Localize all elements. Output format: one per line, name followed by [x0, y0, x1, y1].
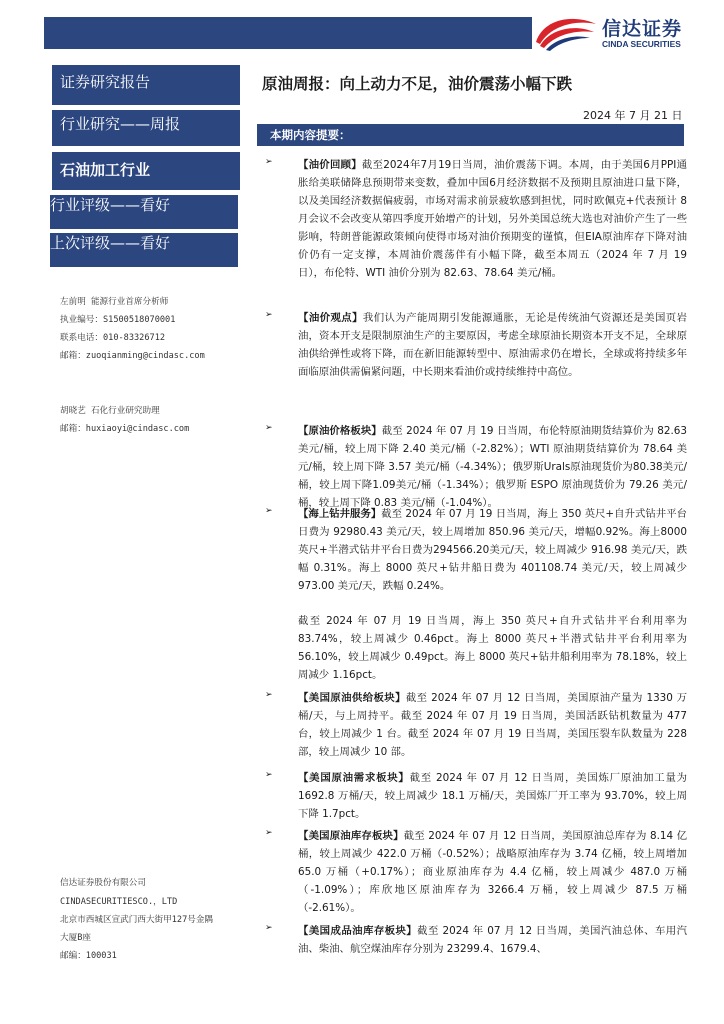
- bullet-arrow-icon: ➢: [265, 506, 273, 516]
- company-name-en: CINDASECURITIESCO.，LTD: [60, 897, 178, 907]
- paragraph-text: 截至 2024 年 07 月 19 日当周，布伦特原油期货结算价为 82.63 美元/桶，较上周下降 2.40 美元/桶（-2.82%）；WTI 原油期货结算价为 78.64 美元/桶，较上周下降 3.57 美元/桶（-4.34%）；俄罗斯Urals原油现货价为80.38美元/桶，较上周下降1.09美元/桶（-1.34%）；俄罗斯 ESPO 原油现货价为 79.26 美元/桶，较上周下降 0.83 美元/桶（-1.04%）。: [298, 425, 687, 509]
- industry-label: 石油加工行业: [52, 152, 240, 190]
- category-label: 行业研究——周报: [52, 110, 240, 146]
- sidebar: [52, 62, 240, 1012]
- brand-logo: [530, 12, 710, 52]
- paragraph-label: 【油价观点】: [298, 312, 363, 324]
- company-address-2: 大厦B座: [60, 933, 91, 943]
- report-date: 2024 年 7 月 21 日: [583, 109, 683, 122]
- bullet-arrow-icon: ➢: [265, 690, 273, 700]
- company-address: 北京市西城区宣武门西大街甲127号金隅: [60, 915, 214, 925]
- paragraph-text: 截至 2024 年 07 月 19 日当周，海上 350 英尺+自升式钻井平台利用率为 83.74%，较上周减少 0.46pct。海上 8000 英尺+半潜式钻井平台利用率为 56.10%，较上周减少 0.49pct。海上 8000 英尺+钻井船利用率为 78.18%，较上周减少 1.16pct。: [298, 615, 687, 681]
- company-name: 信达证券股份有限公司: [60, 878, 146, 888]
- summary-header: [257, 124, 684, 146]
- paragraph-label: 【油价回顾】: [298, 159, 362, 171]
- paragraph-text: 我们认为产能周期引发能源通胀，无论是传统油气资源还是美国页岩油，资本开支是限制原油生产的主要原因，考虑全球原油长期资本开支不足，全球原油供给弹性或将下降，而在新旧能源转型中、原油需求仍在增长，全球或将持续多年面临原油供需偏紧问题，中长期来看油价或持续维持中高位。: [298, 312, 687, 378]
- bullet-arrow-icon: ➢: [265, 770, 273, 780]
- paragraph-text: 截至 2024 年 07 月 12 日当周，美国汽油总体、车用汽油、柴油、航空煤油库存分别为 23299.4、1679.4、: [298, 925, 688, 955]
- paragraph-label: 【美国原油需求板块】: [298, 772, 410, 784]
- paragraph-label: 【美国成品油库存板块】: [298, 925, 418, 937]
- report-type-label: 证券研究报告: [52, 65, 240, 105]
- bullet-arrow-icon: ➢: [265, 423, 273, 433]
- brand-subtitle: CINDA SECURITIES: [602, 39, 681, 49]
- assistant-email: 邮箱：huxiaoyi@cindasc.com: [60, 424, 190, 434]
- brand-name: 信达证券: [602, 18, 683, 40]
- bullet-arrow-icon: ➢: [265, 923, 273, 933]
- paragraph-text: 截至 2024 年 07 月 12 日当周，美国原油产量为 1330 万桶/天，与上周持平。截至 2024 年 07 月 19 日当周，美国活跃钻机数量为 477 台，较上周减少 1 台。截至 2024 年 07 月 19 日当周，美国压裂车队数量为 228 部，较上周减少 10 部。: [298, 692, 687, 758]
- company-postcode: 邮编：100031: [60, 951, 117, 961]
- bullet-arrow-icon: ➢: [265, 157, 273, 167]
- paragraph-text: 截至 2024 年 07 月 12 日当周，美国炼厂原油加工量为 1692.8 万桶/天，较上周减少 18.1 万桶/天，美国炼厂开工率为 93.70%，较上周下降 1.7pct。: [298, 772, 688, 820]
- paragraph-label: 【原油价格板块】: [298, 425, 382, 437]
- analyst-email: 邮箱：zuoqianming@cindasc.com: [60, 351, 205, 361]
- assistant-name: 胡晓艺 石化行业研究助理: [60, 406, 160, 416]
- cinda-logo-icon: [530, 12, 600, 52]
- paragraph-text: 截至 2024 年 07 月 12 日当周，美国原油总库存为 8.14 亿桶，较上周减少 422.0 万桶（-0.52%）；战略原油库存为 3.74 亿桶，较上周增加 65.0 万桶（+0.17%）；商业原油库存为 4.4 亿桶，较上周减少 487.0 万桶（-1.09%）；库欣地区原油库存为 3266.4 万桶，较上周减少 87.5 万桶（-2.61%）。: [298, 830, 687, 914]
- prev-rating-label: 上次评级——看好: [50, 233, 238, 267]
- bullet-arrow-icon: ➢: [265, 828, 273, 838]
- header-banner: [44, 17, 532, 49]
- paragraph-text: 截至2024年7月19日当周，油价震荡下调。本周，由于美国6月PPI通胀给美联储降息预期带来变数，叠加中国6月经济数据不及预期且原油进口量下降，以及美国经济数据偏疲弱，市场对需求前景疲软感到担忧，同时欧佩克+代表预计 8 月会议不会改变从第四季度开始增产的计划，另外美国总统大选也对油价产生了一些影响，特朗普能源政策倾向使得市场对油价预期变的谨慎，但EIA原油库存下降对油价仍有一定支撑，本周油价震荡伴有小幅下降，截至本周五（2024 年 7 月 19 日），布伦特、WTI 油价分别为 82.63、78.64 美元/桶。: [298, 159, 688, 279]
- report-title: 原油周报：向上动力不足，油价震荡小幅下跌: [262, 75, 573, 93]
- paragraph-label: 【美国原油库存板块】: [298, 830, 404, 842]
- summary-label: 本期内容提要：: [270, 128, 351, 142]
- analyst-phone: 联系电话：010-83326712: [60, 333, 166, 343]
- bullet-arrow-icon: ➢: [265, 310, 273, 320]
- analyst-name: 左前明 能源行业首席分析师: [60, 297, 169, 307]
- analyst-license: 执业编号：S1500518070001: [60, 315, 176, 325]
- rating-label: 行业评级——看好: [50, 195, 238, 229]
- paragraph-text: 截至 2024 年 07 月 19 日当周，海上 350 英尺+自升式钻井平台日费为 92980.43 美元/天，较上周增加 850.96 美元/天，增幅0.92%。海上8000英尺+半潜式钻井平台日费为294566.20美元/天，较上周减少 916.98 美元/天，跌幅 0.31%。海上 8000 英尺+钻井船日费为 401108.74 美元/天，较上周减少 973.00 美元/天，跌幅 0.24%。: [298, 508, 687, 592]
- paragraph-label: 【海上钻井服务】: [298, 508, 382, 520]
- paragraph-label: 【美国原油供给板块】: [298, 692, 406, 704]
